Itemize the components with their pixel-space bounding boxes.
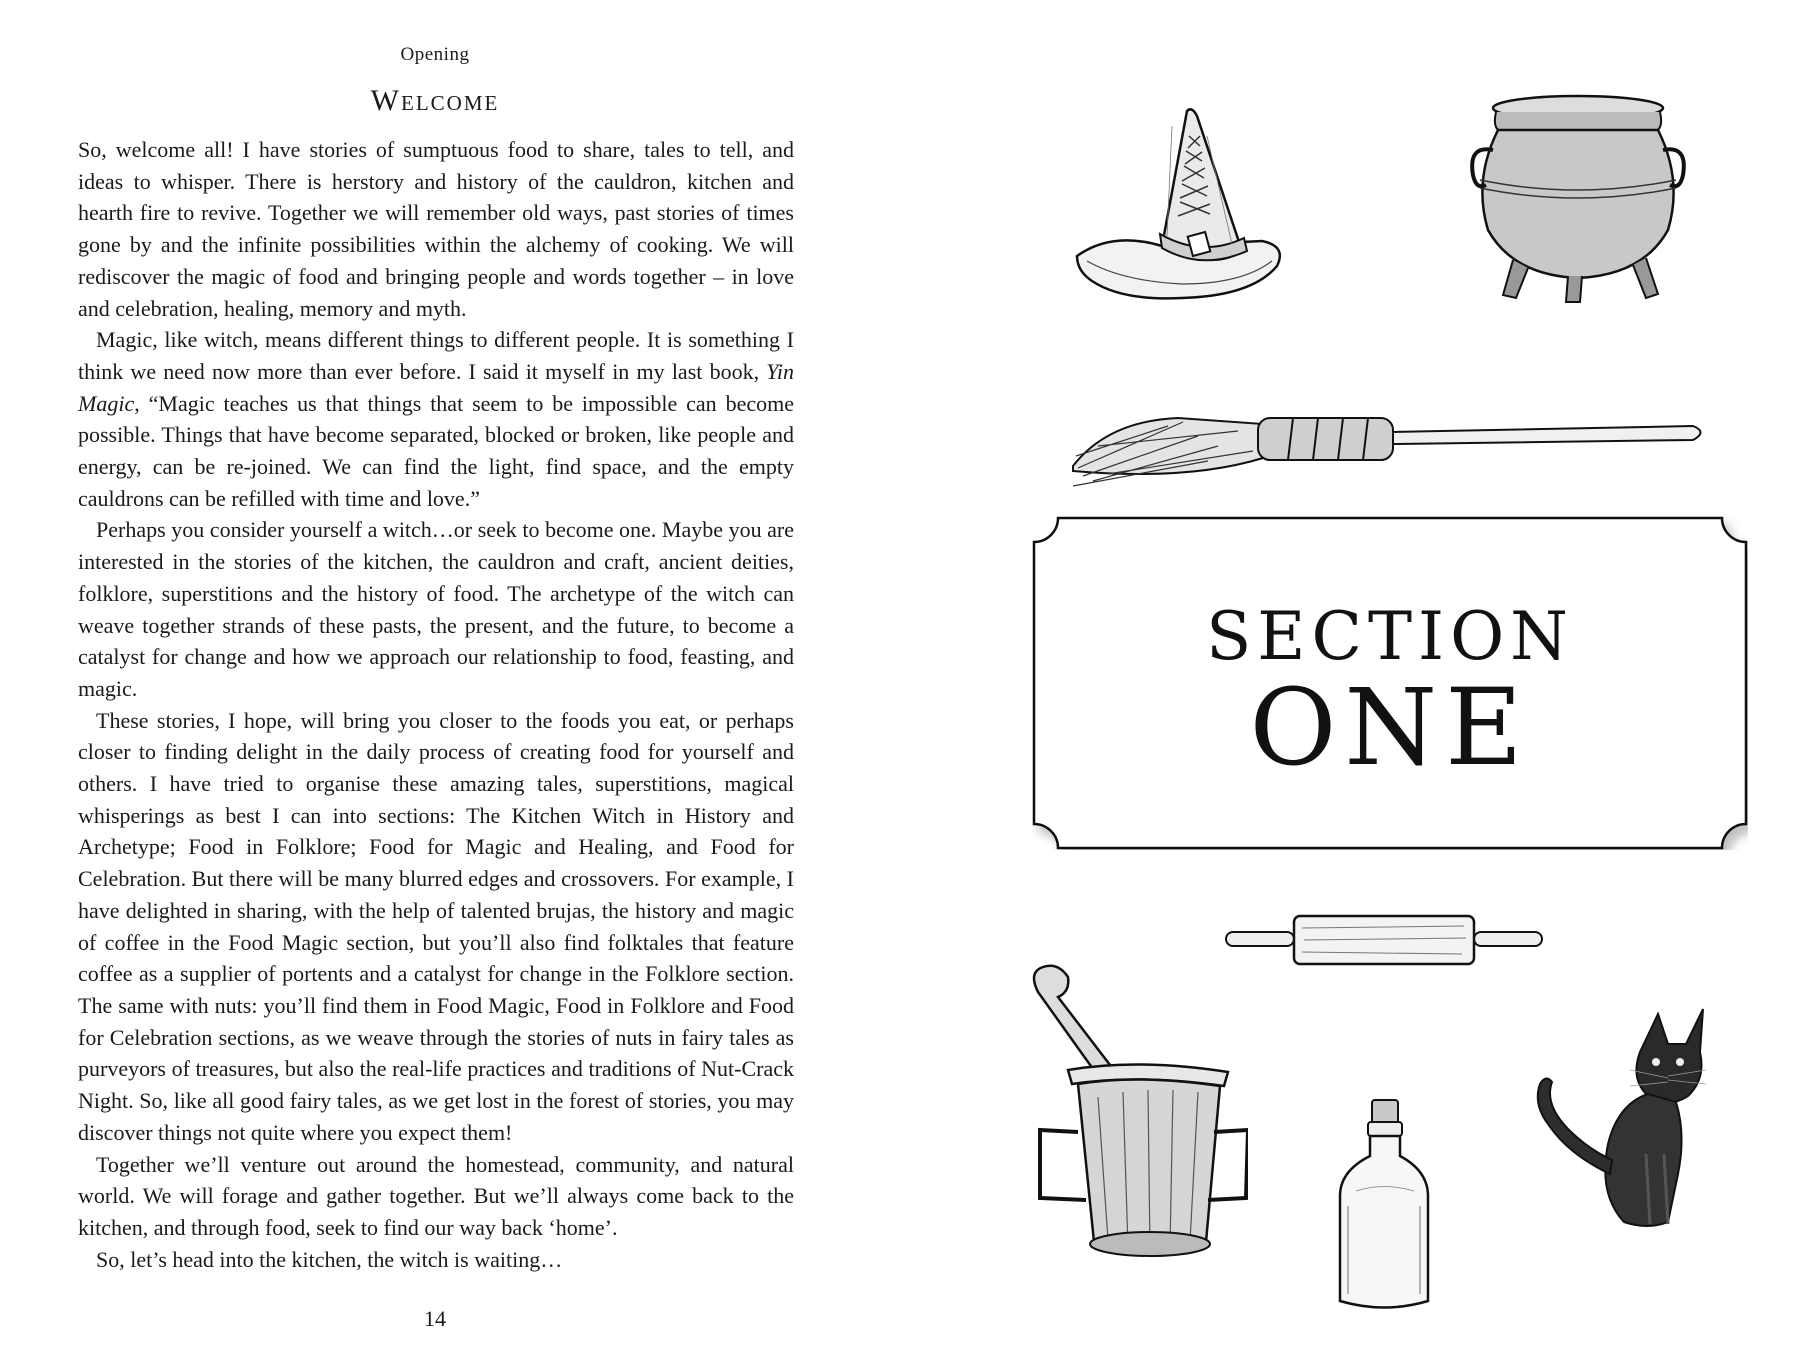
paragraph-2 <box>78 324 794 514</box>
section-word: SECTION <box>1206 598 1574 675</box>
mortar-and-pestle-icon <box>1028 962 1248 1272</box>
paragraph-2-lead: Magic, like witch, means different things to different people. It is something I think we need now more than ever before. I said it myself in my last book, <box>78 327 794 384</box>
paragraph-3: Perhaps you consider yourself a witch…or seek to become one. Maybe you are interested in the stories of the kitchen, the cauldron and craft, ancient deities, folklore, superstitions and the history of food. The archetype of the witch can weave together strands of these pasts, the present, and the future, to become a catalyst for change and how we approach our relationship to food, feasting, and magic. <box>78 517 794 701</box>
book-title-yin-magic: Yin Magic <box>78 358 794 416</box>
paragraph-5: Together we’ll venture out around the homestead, community, and natural world. We will forage and gather together. But we’ll always come back to the kitchen, and through food, seek to find our way back ‘home’. <box>78 1151 794 1240</box>
bottle-icon <box>1334 1096 1434 1316</box>
cat-icon <box>1528 1004 1708 1234</box>
right-page <box>900 0 1800 1350</box>
body-text <box>78 134 794 1275</box>
chapter-title: Welcome <box>370 84 500 117</box>
section-card <box>1032 516 1748 850</box>
page-number: 14 <box>424 1306 446 1331</box>
paragraph-1: So, welcome all! I have stories of sumptuous food to share, tales to tell, and ideas to whisper. There is herstory and history of the cauldron, kitchen and hearth fire to revive. Together we will remember old ways, past stories of times gone by and the infinite possibilities within the alchemy of cooking. We will rediscover the magic of food and bringing people and words together – in love and celebration, healing, memory and myth. <box>78 137 794 321</box>
paragraph-6: So, let’s head into the kitchen, the witch is waiting… <box>96 1246 563 1272</box>
paragraph-2-quote: , “Magic teaches us that things that seem to be impossible can become possible. Things that have become separated, blocked or broken, like people and energy, can be re-joined. We can find the light, find space, and the empty cauldrons can be refilled with time and love.” <box>78 390 794 511</box>
broom-icon <box>1068 396 1708 496</box>
paragraph-4: These stories, I hope, will bring you closer to the foods you eat, or perhaps closer to finding delight in the daily process of creating food for yourself and others. I have tried to organise these amazing tales, superstitions, magical whisperings as best I can into sections: The Kitchen Witch in History and Archetype; Food in Folklore; Food for Magic and Healing, and Food for Celebration. But there will be many blurred edges and crossovers. For example, I have delighted in sharing, with the help of talented brujas, the history and magic of coffee in the Food Magic section, but you’ll also find folktales that feature coffee as a supplier of portents and a catalyst for change in the Folklore section. The same with nuts: you’ll find them in Food Magic, Food in Folklore and Food for Celebration sections, as we weave through the stories of nuts in fairy tales as purveyors of treasures, but also the real-life practices and traditions of Nut-Crack Night. So, like all good fairy tales, as we get lost in the forest of stories, you may discover things not quite where you expect them! <box>78 707 794 1145</box>
section-number: ONE <box>1249 666 1531 789</box>
cauldron-icon <box>1468 90 1688 308</box>
rolling-pin-icon <box>1224 910 1544 970</box>
witch-hat-icon <box>1072 106 1292 306</box>
running-head: Opening <box>400 44 470 65</box>
